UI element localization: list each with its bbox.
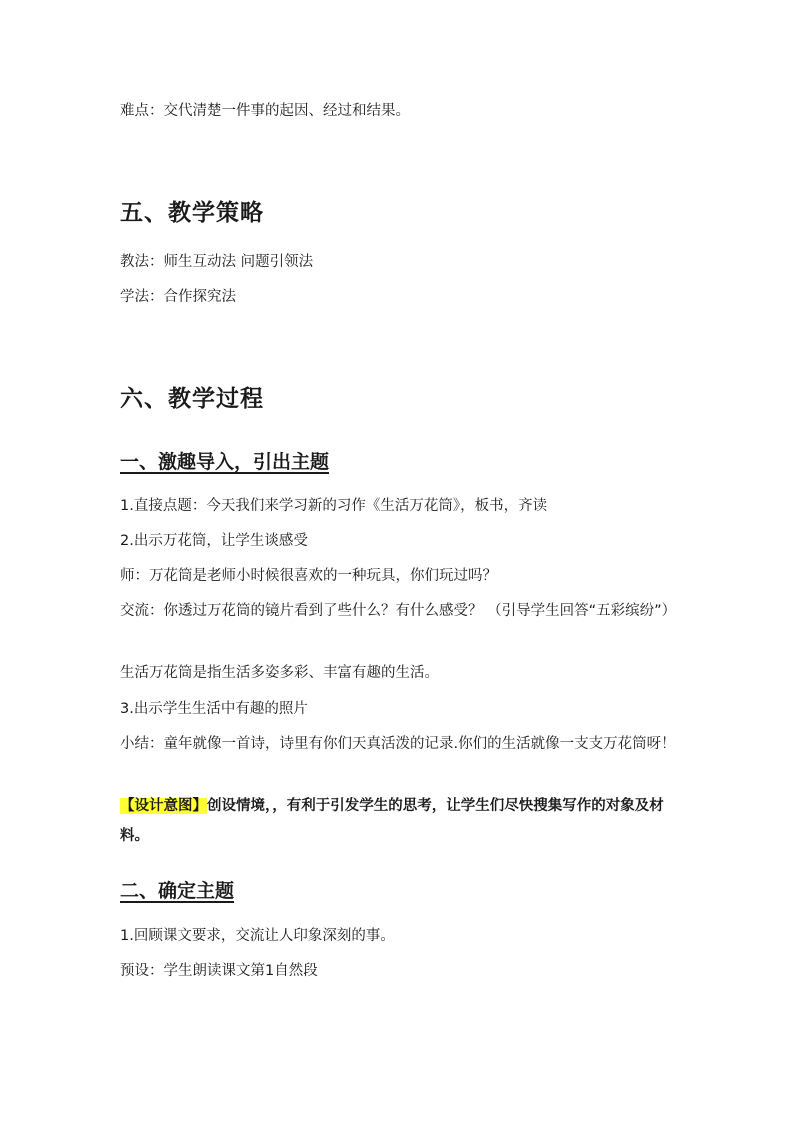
part1-item2: 2.出示万花筒，让学生谈感受: [120, 533, 308, 549]
summary-text: 小结：童年就像一首诗，诗里有你们天真活泼的记录.你们的生活就像一支支万花筒呀！: [120, 736, 676, 752]
part1-heading: 一、激趣导入，引出主题: [120, 451, 330, 473]
teaching-method-text: 教法：师生互动法 问题引领法: [120, 254, 314, 270]
design-intent-label: 【设计意图】: [120, 798, 207, 814]
part1-item1: 1.直接点题：今天我们来学习新的习作《生活万花筒》，板书，齐读: [120, 498, 548, 514]
part2-item1: 1.回顾课文要求，交流让人印象深刻的事。: [120, 928, 395, 944]
difficulty-text: 难点：交代清楚一件事的起因、经过和结果。: [120, 103, 410, 119]
learning-method-text: 学法：合作探究法: [120, 289, 236, 305]
exchange-text: 交流：你透过万花筒的镜片看到了些什么？有什么感受？ （引导学生回答“五彩缤纷”）: [120, 603, 677, 619]
part2-heading: 二、确定主题: [120, 880, 235, 902]
preset-text: 预设：学生朗读课文第1自然段: [120, 963, 318, 979]
design-intent-text: 创设情境，，有利于引发学生的思考，让学生们尽快搜集写作的对象及材料。: [120, 798, 664, 844]
design-intent: [120, 791, 680, 851]
part1-item3: 3.出示学生生活中有趣的照片: [120, 701, 308, 717]
meaning-text: 生活万花筒是指生活多姿多彩、丰富有趣的生活。: [120, 665, 439, 681]
teacher-text: 师：万花筒是老师小时候很喜欢的一种玩具，你们玩过吗？: [120, 568, 497, 584]
section5-heading: 五、教学策略: [120, 200, 264, 226]
section6-heading: 六、教学过程: [120, 386, 264, 412]
